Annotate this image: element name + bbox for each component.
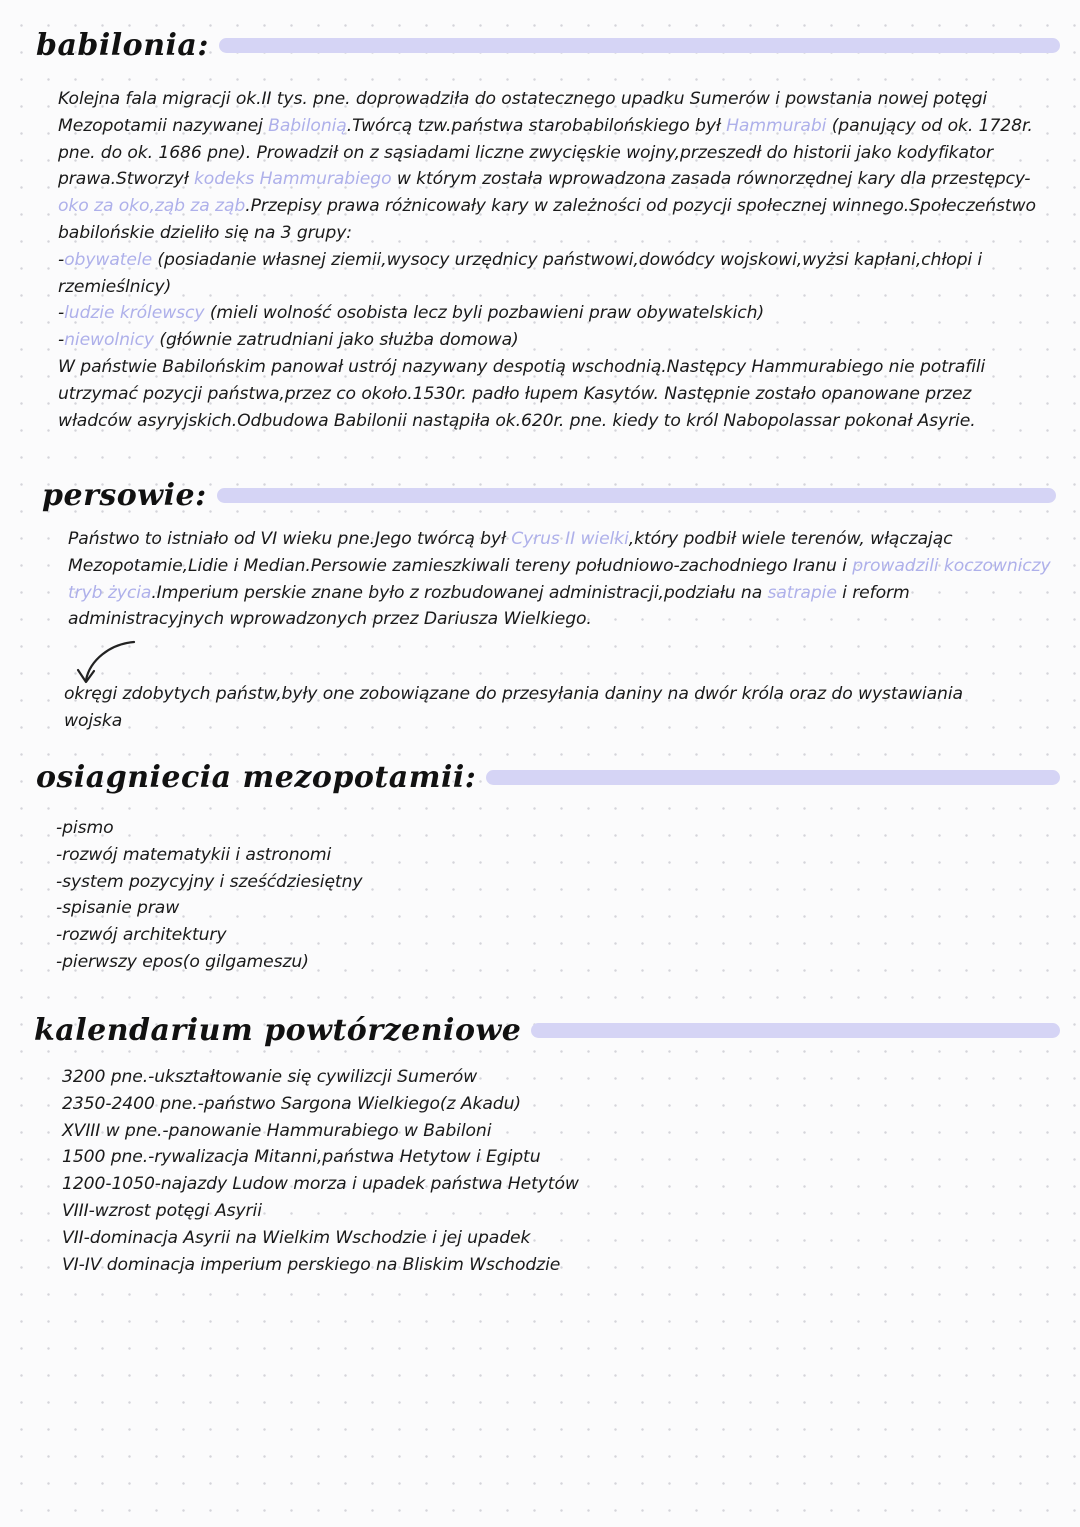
list-item: -rozwój matematykii i astronomi — [56, 844, 332, 865]
satrapie-note — [64, 681, 1024, 735]
highlight-term: niewolnicy — [64, 330, 154, 351]
heading-highlight-bar — [486, 770, 1060, 785]
note-text: okręgi zdobytych państw,były one zobowiązane do przesyłania daniny na dwór króla oraz do wystawiania wojska — [64, 684, 963, 731]
text: ,który podbił wiele terenów, włączając Mezopotamie,Lidie i Median.Persowie zamieszkiwali tereny południowo-zachodniego Iranu i — [68, 529, 953, 576]
list-item: -rozwój architektury — [56, 925, 227, 946]
section-heading-persowie — [42, 478, 1056, 513]
highlight-term: Hammurabi — [726, 115, 827, 136]
text: .Przepisy prawa różnicowały kary w zależności od pozycji społecznej winnego.Społeczeństwo babilońskie dzieliło się na 3 grupy: — [58, 196, 1036, 243]
list-item: -spisanie praw — [56, 898, 180, 919]
persowie-content — [68, 526, 1052, 633]
heading-title: osiagniecia mezopotamii: — [36, 760, 477, 795]
kalendarium-list — [62, 1064, 862, 1278]
timeline-item: VII-dominacja Asyrii na Wielkim Wschodzie i jej upadek — [62, 1227, 531, 1248]
heading-title: persowie: — [42, 478, 207, 513]
heading-title: babilonia: — [36, 28, 209, 63]
timeline-item: 2350-2400 pne.-państwo Sargona Wielkiego(z Akadu) — [62, 1093, 521, 1114]
timeline-item: 1200-1050-najazdy Ludow morza i upadek państwa Hetytów — [62, 1174, 579, 1195]
timeline-item: VI-IV dominacja imperium perskiego na Bliskim Wschodzie — [62, 1254, 561, 1275]
highlight-term: ludzie królewscy — [64, 303, 205, 324]
heading-highlight-bar — [531, 1023, 1060, 1038]
heading-highlight-bar — [219, 38, 1060, 53]
dash: - — [58, 249, 65, 270]
list-item: -pismo — [56, 818, 114, 838]
text: Państwo to istniało od VI wieku pne.Jego twórcą był — [68, 529, 512, 549]
osiagniecia-list — [56, 815, 656, 976]
dash: - — [58, 330, 65, 351]
highlight-term: satrapie — [767, 582, 837, 603]
heading-highlight-bar — [217, 488, 1056, 503]
highlight-term: Babilonią — [268, 115, 347, 136]
text: w którym została wprowadzona zasada równorzędnej kary dla przestępcy- — [391, 169, 1031, 190]
section-heading-kalendarium — [34, 1013, 1060, 1048]
society-group — [58, 300, 1048, 327]
highlight-term: obywatele — [64, 249, 153, 270]
text: (mieli wolność osobista lecz byli pozbawieni praw obywatelskich) — [204, 303, 765, 324]
section-heading-osiagniecia — [36, 760, 1060, 795]
highlight-term: kodeks Hammurabiego — [193, 169, 392, 190]
timeline-item: 3200 pne.-ukształtowanie się cywilizcji Sumerów — [62, 1067, 478, 1087]
section-heading-babilonia — [36, 28, 1060, 63]
heading-title: kalendarium powtórzeniowe — [34, 1013, 522, 1048]
timeline-item: XVIII w pne.-panowanie Hammurabiego w Babiloni — [62, 1120, 492, 1141]
highlight-term: prowadzili koczowniczy tryb życia — [68, 555, 1051, 603]
babilonia-paragraph-2: W państwie Babilońskim panował ustrój nazywany despotią wschodnią.Następcy Hammurabiego nie potrafili utrzymać pozycji państwa,przez co około.1530r. padło łupem Kasytów. Następnie zostało opanowane przez władców asyryjskich.Odbudowa Babilonii nastąpiła ok.620r. pne. kiedy to król Nabopolassar pokonał Asyrie. — [58, 356, 986, 431]
text: Kolejna fala migracji ok.II tys. pne. doprowadziła do ostatecznego upadku Sumerów i powstania nowej potęgi Mezopotamii nazywanej — [58, 89, 988, 136]
list-item: -system pozycyjny i sześćdziesiętny — [56, 871, 363, 892]
society-group — [58, 327, 1048, 354]
dash: - — [58, 303, 65, 324]
timeline-item: 1500 pne.-rywalizacja Mitanni,państwa Hetytow i Egiptu — [62, 1147, 541, 1168]
highlight-term: Cyrus II wielki — [511, 529, 629, 549]
text: (głównie zatrudniani jako służba domowa) — [154, 330, 519, 351]
society-group — [58, 247, 1048, 301]
list-item: -pierwszy epos(o gilgameszu) — [56, 951, 309, 972]
text: (posiadanie własnej ziemii,wysocy urzędnicy państwowi,dowódcy wojskowi,wyżsi kapłani,chłopi i rzemieślnicy) — [58, 249, 983, 297]
text: (panujący od ok. 1728r. pne. do ok. 1686 pne). Prowadził on z sąsiadami liczne zwycięskie wojny,przeszedł do historii jako kodyfikator prawa.Stworzył — [58, 115, 1033, 190]
babilonia-content — [58, 86, 1048, 434]
babilonia-paragraph-1 — [58, 86, 1048, 247]
timeline-item: VIII-wzrost potęgi Asyrii — [62, 1200, 262, 1221]
highlight-term: oko za oko,ząb za ząb — [58, 196, 246, 217]
text: .Twórcą tzw.państwa starobabilońskiego był — [346, 115, 727, 136]
text: i reform administracyjnych wprowadzonych przez Dariusza Wielkiego. — [68, 582, 910, 630]
text: .Imperium perskie znane było z rozbudowanej administracji,podziału na — [151, 582, 768, 603]
persowie-paragraph — [68, 526, 1052, 633]
